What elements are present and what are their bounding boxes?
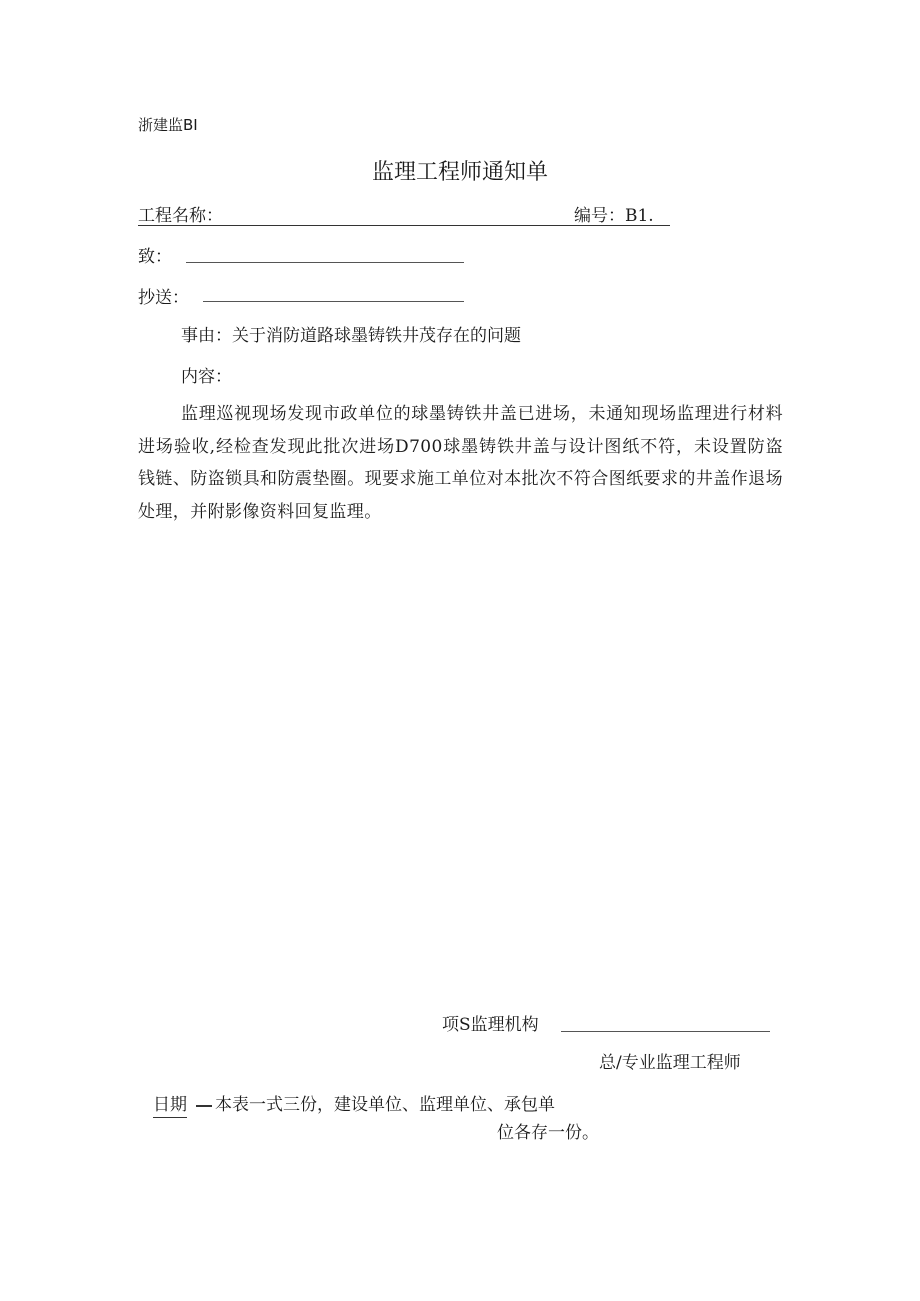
project-name-label: 工程名称： xyxy=(138,206,223,226)
cc-field[interactable] xyxy=(203,301,464,302)
cc-label: 抄送： xyxy=(138,288,189,308)
form-code: 浙建监BI xyxy=(138,116,198,134)
copies-note-line1: 本表一式三份，建设单位、监理单位、承包单 xyxy=(215,1095,555,1115)
to-field[interactable] xyxy=(186,262,464,263)
project-name-row xyxy=(138,201,670,226)
copies-note-line2: 位各存一份。 xyxy=(497,1123,599,1143)
notice-content-body: 监理巡视现场发现市政单位的球墨铸铁井盖已进场，未通知现场监理进行材料进场验收,经检查发现此批次进场D700球墨铸铁井盖与设计图纸不符，未设置防盗钱链、防盗锁具和防震垫圈。现要求施工单位对本批次不符合图纸要求的井盖作退场处理，并附影像资料回复监理。 xyxy=(138,404,783,522)
engineer-signature-label: 总/专业监理工程师 xyxy=(599,1053,741,1073)
supervision-org-field[interactable] xyxy=(561,1031,770,1032)
document-title: 监理工程师通知单 xyxy=(371,160,548,185)
content-label: 内容： xyxy=(181,367,232,387)
document-number: 编号：B1. xyxy=(574,206,654,226)
supervision-org-label: 项S监理机构 xyxy=(442,1015,539,1035)
to-label: 致： xyxy=(138,247,172,267)
date-label: 日期 xyxy=(153,1093,187,1118)
date-dash xyxy=(196,1105,212,1107)
notice-reason: 事由：关于消防道路球墨铸铁井茂存在的问题 xyxy=(181,326,521,346)
